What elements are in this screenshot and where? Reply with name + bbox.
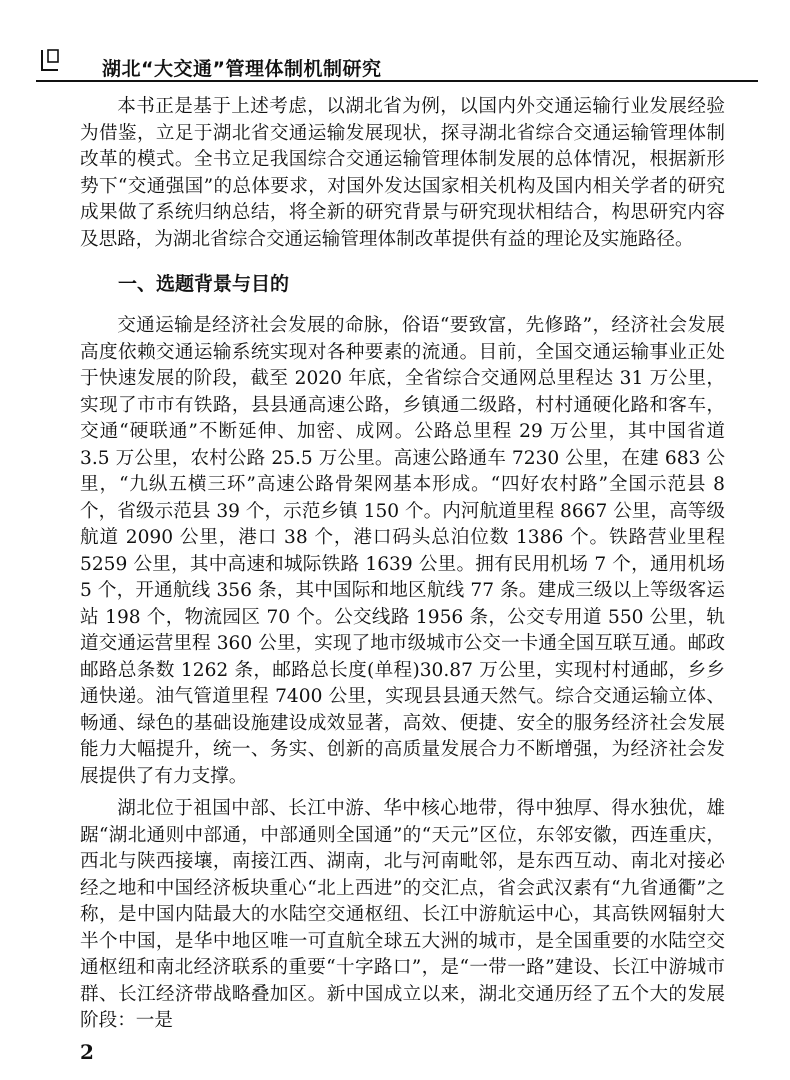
hubei-location-paragraph: 湖北位于祖国中部、长江中游、华中核心地带，得中独厚、得水独优，雄踞“湖北通则中部通，中部通则全国通”的“天元”区位，东邻安徽，西连重庆，西北与陕西接壤，南接江西、湖南，北与河南毗邻，是东西互动、南北对接必经之地和中国经济板块重心“北上西进”的交汇点，省会武汉素有“九省通衢”之称，是中国内陆最大的水陆空交通枢纽、长江中游航运中心，其高铁网辐射大半个中国，是华中地区唯一可直航全球五大洲的城市，是全国重要的水陆空交通枢纽和南北经济联系的重要“十字路口”，是“一带一路”建设、长江中游城市群、长江经济带战略叠加区。新中国成立以来，湖北交通历经了五个大的发展阶段：一是 [80, 798, 725, 1031]
page-body [80, 94, 725, 1035]
transport-status-paragraph: 交通运输是经济社会发展的命脉，俗语“要致富，先修路”，经济社会发展高度依赖交通运输系统实现对各种要素的流通。目前，全国交通运输事业正处于快速发展的阶段，截至 2020 年底，全省综合交通网总里程达 31 万公里，实现了市市有铁路，县县通高速公路，乡镇通二级路，村村通硬化路和客车，交通“硬联通”不断延伸、加密、成网。公路总里程 29 万公里，其中国省道 3.5 万公里，农村公路 25.5 万公里。高速公路通车 7230 公里，在建 683 公里，“九纵五横三环”高速公路骨架网基本形成。“四好农村路”全国示范县 8 个，省级示范县 39 个，示范乡镇 150 个。内河航道里程 8667 公里，高等级航道 2090 公里，港口 38 个，港口码头总泊位数 1386 个。铁路营业里程 5259 公里，其中高速和城际铁路 1639 公里。拥有民用机场 7 个，通用机场 5 个，开通航线 356 条，其中国际和地区航线 77 条。建成三级以上等级客运站 198 个，物流园区 70 个。公交线路 1956 条，公交专用道 550 公里，轨道交通运营里程 360 公里，实现了地市级城市公交一卡通全国互联互通。邮政邮路总条数 1262 条，邮路总长度(单程)30.87 万公里，实现村村通邮，乡乡通快递。油气管道里程 7400 公里，实现县县通天然气。综合交通运输立体、畅通、绿色的基础设施建设成效显著，高效、便捷、安全的服务经济社会发展能力大幅提升，统一、务实、创新的高质量发展合力不断增强，为经济社会发展提供了有力支撑。 [80, 315, 725, 787]
running-header-title: 湖北“大交通”管理体制机制研究 [102, 58, 382, 80]
running-header [36, 42, 758, 82]
section-heading: 一、选题背景与目的 [118, 273, 290, 295]
intro-paragraph: 本书正是基于上述考虑，以湖北省为例，以国内外交通运输行业发展经验为借鉴，立足于湖北省交通运输发展现状，探寻湖北省综合交通运输管理体制改革的模式。全书立足我国综合交通运输管理体制发展的总体情况，根据新形势下“交通强国”的总体要求，对国外发达国家相关机构及国内相关学者的研究成果做了系统归纳总结，将全新的研究背景与研究现状相结合，构思研究内容及思路，为湖北省综合交通运输管理体制改革提供有益的理论及实施路径。 [80, 96, 725, 250]
corner-bracket-icon [40, 48, 60, 72]
page-number: 2 [80, 1040, 94, 1064]
